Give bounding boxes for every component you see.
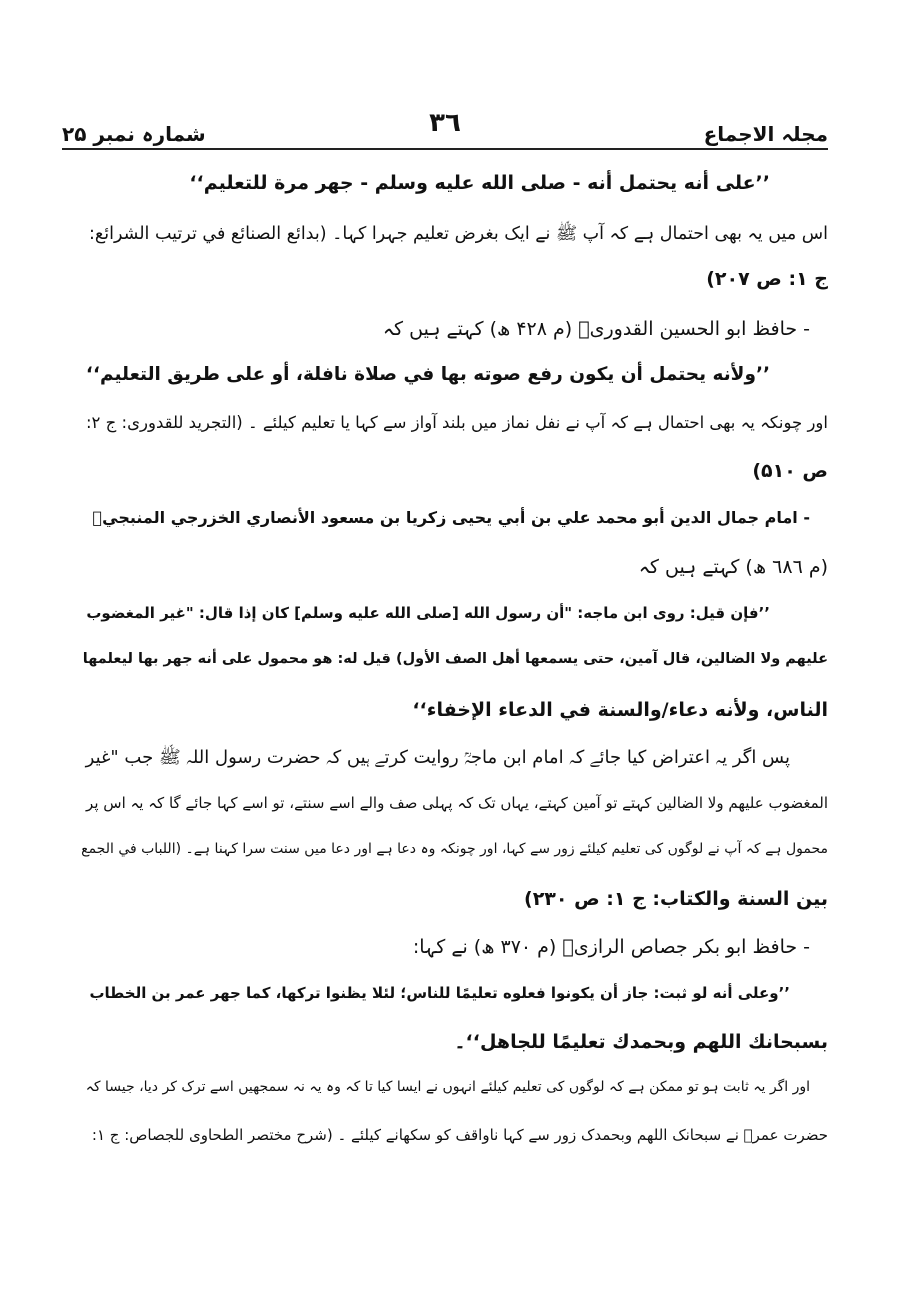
urdu-text-line: اس میں یہ بھی احتمال ہے کہ آپ ﷺ نے ایک بغرض تعلیم جہرا کہا۔ (بدائع الصنائع في ترتیب الشرائع: — [89, 224, 828, 244]
urdu-text-line: اور چونکہ یہ بھی احتمال ہے کہ آپ نے نفل نماز میں بلند آواز سے کہا یا تعلیم کیلئے ۔ (التجرید للقدوری: ج ۲: — [85, 413, 828, 432]
urdu-text-line: المغضوب علیهم ولا الضالین کہتے تو آمین کہتے، یہاں تک کہ پہلی صف والے اسے سنتے، تو اسے کہا جائے گا کہ یہ اس پر — [86, 794, 828, 812]
arabic-quote-line: الناس، ولأنه دعاء/والسنة في الدعاء الإخفاء‘‘ — [412, 699, 828, 721]
page-header — [62, 108, 828, 150]
citation-line: ص ۵۱۰) — [752, 460, 828, 482]
journal-title: مجلہ الاجماع — [703, 122, 828, 146]
urdu-text-line: حضرت عمرؓ نے سبحانک اللھم وبحمدک زور سے کہا ناواقف کو سکھانے کیلئے ۔ (شرح مختصر الطحاوی للجصاص: ج ۱: — [91, 1126, 828, 1144]
issue-number: شمارہ نمبر ۲۵ — [62, 122, 206, 146]
arabic-quote-line: علیهم ولا الضالین، قال آمین، حتی یسمعها أهل الصف الأول) قیل له: هو محمول علی أنه جهر بها لیعلمها — [82, 651, 828, 667]
citation-line: بین السنة والکتاب: ج ۱: ص ۲۳۰) — [524, 888, 828, 910]
arabic-quote-line: بسبحانك اللهم وبحمدك تعلیمًا للجاهل‘‘۔ — [454, 1031, 828, 1053]
page-number: ۳٦ — [429, 108, 461, 138]
arabic-quote-line: ’’وعلی أنه لو ثبت: جاز أن یکونوا فعلوه تعلیمًا للناس؛ لئلا یظنوا ترکها، کما جهر عمر بن الخطاب — [89, 984, 790, 1002]
arabic-quote-line: ’’علی أنه یحتمل أنه - صلى الله علیه وسلم - جهر مرة للتعلیم‘‘ — [189, 172, 770, 194]
scholar-intro-line: - حافظ ابو بکر جصاص الرازیؒ (م ۳۷۰ ھ) نے کہا: — [412, 936, 810, 958]
scholar-intro-line: (م ٦۸٦ ھ) کہتے ہیں کہ — [638, 556, 828, 578]
urdu-text-line: اور اگر یہ ثابت ہو تو ممکن ہے کہ لوگوں کی تعلیم کیلئے انہوں نے ایسا کیا تا کہ وہ یہ نہ سمجھیں اسے ترک کر دیا، جیسا کہ — [85, 1079, 810, 1095]
scholar-intro-line: - حافظ ابو الحسین القدوریؒ (م ۴۲۸ ھ) کہتے ہیں کہ — [382, 318, 810, 340]
arabic-quote-line: ’’فإن قیل: روى ابن ماجه: "أن رسول الله [صلى الله علیه وسلم] کان إذا قال: "غیر المغضوب — [86, 604, 770, 622]
scholar-intro-line: - امام جمال الدین أبو محمد علي بن أبي یحیی زکریا بن مسعود الأنصاري الخزرجي المنبجيؒ — [92, 508, 810, 527]
urdu-text-line: محمول ہے کہ آپ نے لوگوں کی تعلیم کیلئے زور سے کہا، اور چونکہ وہ دعا ہے اور دعا میں سنت سرا کہنا ہے۔ (اللباب في الجمع — [81, 841, 828, 857]
citation-line: ج ۱: ص ۲۰۷) — [706, 268, 828, 290]
urdu-text-line: پس اگر یہ اعتراض کیا جائے کہ امام ابن ماجہؒ روایت کرتے ہیں کہ حضرت رسول اللہ ﷺ جب "غیر — [85, 747, 790, 768]
arabic-quote-line: ’’ولأنه یحتمل أن یکون رفع صوته بها في صلاة نافلة، أو علی طریق التعلیم‘‘ — [85, 364, 770, 385]
